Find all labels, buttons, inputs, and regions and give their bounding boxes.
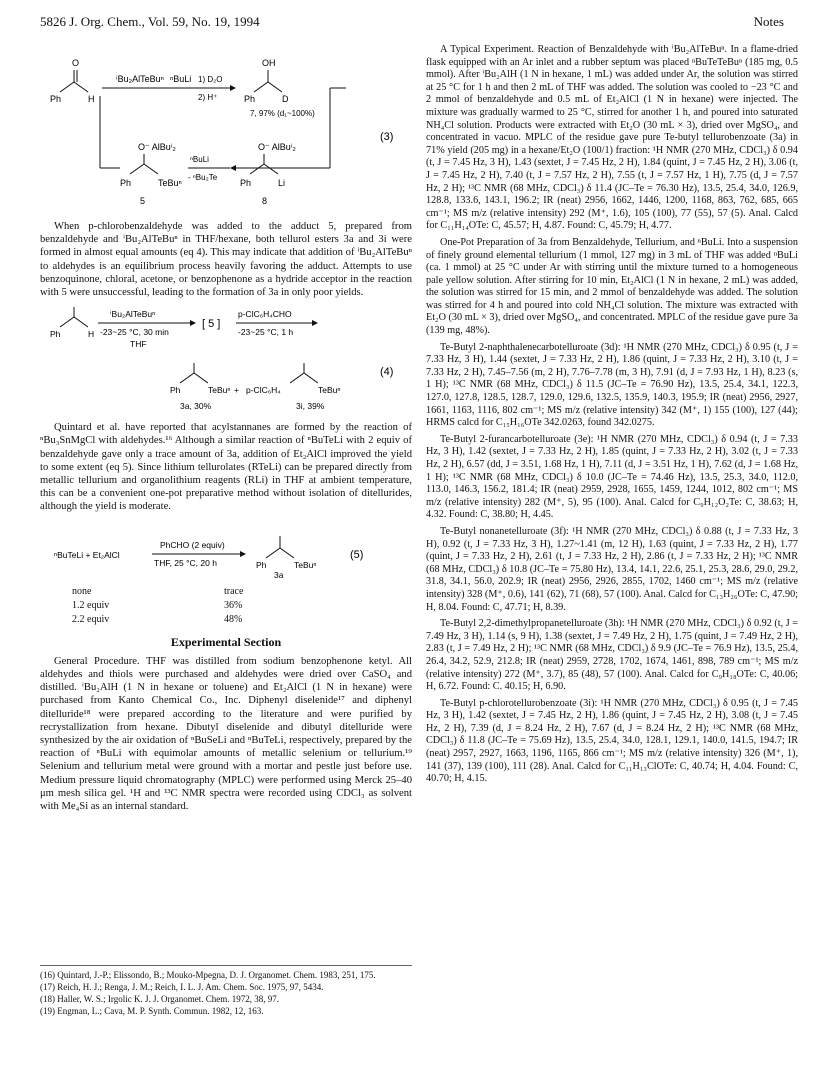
svg-text:Li: Li <box>278 178 286 188</box>
svg-text:Ph: Ph <box>244 94 256 104</box>
table-row <box>72 586 243 598</box>
table-row <box>72 614 243 626</box>
s3-reagent-2: ⁿBuLi <box>170 74 192 84</box>
svg-text:+: + <box>234 385 239 396</box>
s4-cond-1: -23~25 °C, 30 min <box>100 327 169 338</box>
svg-text:O⁻ AlBuⁱ₂: O⁻ AlBuⁱ₂ <box>258 142 296 152</box>
s3-eqnum: (3) <box>380 131 394 143</box>
svg-text:TeBuⁿ: TeBuⁿ <box>208 385 231 396</box>
scheme-5-drawing <box>40 518 412 580</box>
s3-reagent-1: ⁱBu₂AlTeBuⁿ <box>116 74 164 84</box>
paragraph: Te-Butyl nonanetelluroate (3f): ¹H NMR (270 MHz, CDCl₃) δ 0.88 (t, J = 7.33 Hz, 3 H), 0.92 (t, J = 7.33 Hz, 3 H), 1.27~1.41 (m, 12 H), 1.63 (quint, J = 7.33 Hz, 2 H), 1.77 (quint, J = 7.33 Hz, 2 H), 2.61 (t, J = 7.33 Hz, 2 H), 2.86 (t, J = 7.33 Hz, 2 H); ¹³C NMR (68 MHz, CDCl₃) δ 10.8 (JC–Te = 75.80 Hz), 13.4, 14.1, 22.6, 25.1, 25.3, 28.6, 29.0, 29.2, 31.8, 34.1, 56.0, 202.9; IR (neat) 2956, 2926, 2855, 1702, 1460 cm⁻¹; MS m/z (relative intensity) 328 (M⁺, 0.6), 141 (62), 71 (68), 57 (100). Anal. Calcd for C₁₃H₂₆OTe: C, 47.90; H, 8.04. Found: C, 47.71; H, 8.39. <box>426 525 798 613</box>
scheme-5 <box>40 518 412 580</box>
s3-ret-reagent-2: - ⁿBu₂Te <box>188 173 218 182</box>
s3-cmpd-5: 5 <box>140 196 146 206</box>
paragraph: Te-Butyl 2,2-dimethylpropanetelluroate (3h): ¹H NMR (270 MHz, CDCl₃) δ 0.92 (t, J = 7.49 Hz, 3 H), 1.14 (s, 9 H), 1.38 (sextet, J = 7.49 Hz, 2 H), 1.75 (quint, J = 7.49 Hz, 2 H), 2.83 (t, J = 7.49 Hz, 2 H); ¹³C NMR (68 MHz, CDCl₃) δ 9.9 (JC–Te = 76.9 Hz), 13.5, 25.4, 26.4, 34.2, 52.9, 212.8; IR (neat) 2959, 2728, 1702, 1674, 1461, 898, 789 cm⁻¹; MS m/z (relative intensity) 272 (M⁺, 3.7), 85 (48), 57 (100). Anal. Calcd for C₉H₁₈OTe: C, 40.06; H, 6.72. Found: C. 40.15; H, 6.90. <box>426 618 798 693</box>
running-head: 5826 J. Org. Chem., Vol. 59, No. 19, 1994 <box>40 14 260 29</box>
reference: (19) Engman, L.; Cava, M. P. Synth. Commun. 1982, 12, 163. <box>40 1006 264 1016</box>
footnotes <box>40 965 412 1018</box>
paragraph: Te-Butyl 2-naphthalenecarbotelluroate (3d): ¹H NMR (270 MHz, CDCl₃) δ 0.95 (t, J = 7.33 Hz, 3 H), 1.44 (sextet, J = 7.33 Hz, 2 H), 1.86 (quint, J = 7.33 Hz, 2 H), 3.10 (t, J = 7.33 Hz, 2 H), 7.45–7.56 (m, 2 H), 7.76–7.78 (m, 3 H), 7.91 (d, J = 7.93 Hz, 1 H), 8.23 (s, 1 H); ¹³C NMR (68 MHz, CDCl₃) δ 11.5 (JC–Te = 76.90 Hz), 13.5, 25.4, 34.1, 122.3, 127.0, 127.8, 128.5, 128.7, 129.0, 129.6, 132.5, 135.9, 140.3, 195.9; IR (neat) 2956, 2927, 1661, 1163, 1116, 802 cm⁻¹; MS m/z (relative intensity) 342 (M⁺, 1) 155 (100), 127 (44); HRMS calcd for C₁₅H₁₆OTe 342.0263, found 342.0275. <box>426 341 798 429</box>
paragraph: Te-Butyl 2-furancarbotelluroate (3e): ¹H NMR (270 MHz, CDCl₃) δ 0.94 (t, J = 7.33 Hz, 3 H), 1.42 (sextet, J = 7.33 Hz, 2 H), 1.85 (quint, J = 7.33 Hz, 2 H), 3.02 (t, J = 7.33 Hz, 2 H), 6.57 (dd, J = 3.51, 1.68 Hz, 1 H), 7.11 (d, J = 3.51 Hz, 1 H), 7.62 (d, J = 1.68 Hz, 1 H); ¹³C NMR (68 MHz, CDCl₃) δ 10.0 (JC–Te = 74.46 Hz), 13.5, 25.3, 34.0, 112.0, 113.0, 146.3, 156.2, 181.4; IR (neat) 2959, 2928, 1655, 1459, 1244, 1012, 802 cm⁻¹; MS m/z (relative intensity) 282 (M⁺, 5), 95 (100). Anal. Calcd for C₉H₁₂O₂Te: C, 38.63; H, 4.32. Found: C, 38.80; H, 4.45. <box>426 433 798 521</box>
cell: none <box>72 585 92 597</box>
svg-text:O⁻ AlBuⁱ₂: O⁻ AlBuⁱ₂ <box>138 142 176 152</box>
s3-ret-reagent-1: ⁿBuLi <box>190 155 209 164</box>
s4-reagent-2: p-ClC₆H₄CHO <box>238 309 292 320</box>
cell: trace <box>224 585 244 597</box>
s5-cond-bottom: THF, 25 °C, 20 h <box>154 557 217 568</box>
s4-eqnum: (4) <box>380 366 394 379</box>
s5-eqnum: (5) <box>350 548 364 561</box>
svg-text:H: H <box>88 329 95 340</box>
scheme-3 <box>40 44 412 214</box>
svg-text:2) H⁺: 2) H⁺ <box>198 93 218 102</box>
section-title: Experimental Section <box>170 634 282 649</box>
svg-text:D: D <box>282 94 289 104</box>
paragraph: One-Pot Preparation of 3a from Benzaldehyde, Tellurium, and ⁿBuLi. Into a suspension of finely ground elemental tellurium (1 mmol, 127 mg) in 3 mL of THF was added ⁿBuLi (ca. 1 mmol) at 25 °C under Ar with stirring until the mixture turned to a homogeneous pale yellow solution. After stirring for 10 min, Et₂AlCl (1 N in hexane, 2 mL) was added, the solution was stirred for 15 min, and 2 mmol of benzaldehyde was added. The solution was stirred for 4 h and poured into cold NH₄Cl solution. The mixture was extracted with Et₂O (30 mL × 3), dried over MgSO₄, and concentrated. MPLC of the residue gave pure 3a (139 mg, 48%). <box>426 236 798 337</box>
svg-text:TeBuⁿ: TeBuⁿ <box>158 178 182 188</box>
s5-lhs: ⁿBuTeLi + Et₂AlCl <box>54 549 120 560</box>
svg-text:O: O <box>72 58 80 68</box>
left-column <box>40 44 412 817</box>
s5-cond-top: PhCHO (2 equiv) <box>160 539 225 550</box>
paragraph: Te-Butyl p-chlorotellurobenzoate (3i): ¹H NMR (270 MHz, CDCl₃) δ 0.95 (t, J = 7.45 Hz, 3 H), 1.42 (sextet, J = 7.45 Hz, 2 H), 1.86 (quint, J = 7.45 Hz, 2 H), 3.08 (t, J = 7.45 Hz, 2 H), 7.39 (d, J = 8.24 Hz, 2 H), 7.67 (d, J = 8.24 Hz, 2 H); ¹³C NMR (68 MHz, CDCl₃) δ 11.8 (JC–Te = 75.69 Hz), 13.5, 25.4, 34.0, 128.1, 129.1, 140.0, 141.5, 194.7; IR (neat) 2957, 2927, 1663, 1196, 1165, 866 cm⁻¹; MS m/z (relative intensity) 326 (M⁺, 1), 141 (37), 139 (100), 111 (28). Anal. Calcd for C₁₁H₁₃ClOTe: C, 40.74; H, 4.04. Found: C, 40.70; H, 4.15. <box>426 697 798 785</box>
page-header <box>40 14 784 32</box>
s4-product-2: 3i, 39% <box>296 401 325 412</box>
scheme-3-drawing <box>40 44 412 214</box>
reference: (16) Quintard, J.-P.; Elissondo, B.; Mouko-Mpegna, D. J. Organomet. Chem. 1983, 251, 175. <box>40 970 376 980</box>
svg-text:OH: OH <box>262 58 276 68</box>
s4-product-1: 3a, 30% <box>180 401 212 412</box>
paragraph: Quintard et al. have reported that acylstannanes are formed by the reaction of ⁿBu₃SnMgCl with aldehydes.¹⁶ Although a similar reaction of ⁿBuTeLi with 2 equiv of benzaldehyde gave only a trace amount of 3a, addition of Et₂AlCl improved the yield to some extent (eq 5). Since lithium tellurolates (RTeLi) can be prepared directly from metallic tellurium and organolithium reagents (RLi) in THF at ambient temperature, this can be a convenient one-pot preparative method without isolation of ditellurides, although the yield is moderate. <box>40 422 412 513</box>
svg-text:Ph: Ph <box>256 559 267 570</box>
s4-cond-2: -23~25 °C, 1 h <box>238 327 294 338</box>
s4-reagent-1: ⁱBu₂AlTeBuⁿ <box>110 309 156 320</box>
reference: (18) Haller, W. S.; Irgolic K. J. J. Organomet. Chem. 1972, 38, 97. <box>40 994 280 1004</box>
svg-text:1) D₂O: 1) D₂O <box>198 75 223 84</box>
table-row <box>72 600 243 612</box>
paragraph: General Procedure. THF was distilled from sodium benzophenone ketyl. All aldehydes and thiols were purchased and aldehydes were dried over CaSO₄ and distilled. ⁱBu₂AlH (1 N in hexane or toluene) and Et₂AlCl (1 N in hexane) were purchased from Kanto Chemical Co., Inc. Diphenyl diselenide¹⁷ and diphenyl ditelluride¹⁸ were prepared according to the literature and were purified by recrystallization from hexane. Dibutyl diselenide and dibutyl ditelluride were synthesized by the air oxidation of ⁿBuSeLi and ⁿBuTeLi, respectively, prepared by the reaction of ⁿBuLi with equimolar amounts of metallic selenium or tellurium.¹⁹ Selenium and tellurium metal were ground with a mortar and pestle just before use. Medium pressure liquid chromatography (MPLC) were performed using Merck 25–40 μm mesh silica gel. ¹H and ¹³C NMR spectra were recorded using CDCl₃ as solvent with Me₄Si as an internal standard. <box>40 655 412 813</box>
section-label: Notes <box>753 14 784 29</box>
svg-text:Ph: Ph <box>50 94 62 104</box>
cell: 36% <box>224 599 243 611</box>
s4-solvent: THF <box>130 339 147 350</box>
scheme-4-drawing <box>40 303 412 415</box>
scheme-5-table <box>70 584 245 628</box>
s5-product: 3a <box>274 569 284 580</box>
right-column <box>426 44 798 790</box>
scheme-4 <box>40 303 412 415</box>
cell: 2.2 equiv <box>72 613 110 625</box>
s3-yield: 7, 97% (d₁~100%) <box>250 109 315 118</box>
paragraph: A Typical Experiment. Reaction of Benzaldehyde with ⁱBu₂AlTeBuⁿ. In a flame-dried flask equipped with an Ar inlet and a rubber septum was placed ⁿBuTeTeBuⁿ (185 mg, 0.5 mmol). After ⁱBu₂AlH (1 N in hexane, 1 mL) was added under Ar, the solution was stirred at 25 °C for 1 h and then 2 mL of THF was added. The solution was cooled to −23 °C and 2 mmol of benzaldehyde and 0.5 mL of Et₂AlCl (1 N in hexane) were injected. The mixture was gradually warmed to 25 °C, stirred for another 1 h, and poured into saturated NH₄Cl solution. Products were extracted with Et₂O (30 mL × 3), dried over MgSO₄, and concentrated in vacuo. MPLC of the residue gave pure Te-butyl tellurobenzoate (3a) in 71% yield (205 mg) in a hexane/Et₂O (100/1) fraction: ¹H NMR (270 MHz, CDCl₃) δ 0.94 (t, J = 7.45 Hz, 3 H), 1.43 (sextet, J = 7.45 Hz, 2 H), 1.84 (quint, J = 7.45 Hz, 2 H), 3.06 (t, J = 7.45 Hz, 2 H), 7.40 (t, J = 7.57 Hz, 2 H), 7.55 (t, J = 7.57 Hz, 1 H), 7.75 (d, J = 7.57 Hz, 2 H); ¹³C NMR (68 MHz, CDCl₃) δ 11.4 (JC–Te = 76.30 Hz), 13.5, 25.4, 34.0, 126.9, 128.8, 133.6, 143.1, 196.2; IR (neat) 2956, 1662, 1446, 1200, 1168, 863, 762, 685, 665 cm⁻¹; MS m/z (relative intensity) 292 (M⁺, 1.6), 105 (100), 77 (55), 57 (5). Anal. Calcd for C₁₁H₁₄OTe: C, 45.57; H, 4.87. Found: C, 45.79; H, 4.77. <box>426 44 798 232</box>
svg-text:Ph: Ph <box>240 178 252 188</box>
svg-text:Ph: Ph <box>120 178 132 188</box>
cell: 1.2 equiv <box>72 599 110 611</box>
reference: (17) Reich, H. J.; Renga, J. M.; Reich, I. L. J. Am. Chem. Soc. 1975, 97, 5434. <box>40 982 324 992</box>
svg-text:TeBuⁿ: TeBuⁿ <box>318 385 341 396</box>
svg-text:Ph: Ph <box>170 385 181 396</box>
svg-text:p-ClC₆H₄: p-ClC₆H₄ <box>246 385 281 396</box>
svg-text:TeBuⁿ: TeBuⁿ <box>294 559 317 570</box>
svg-text:Ph: Ph <box>50 329 61 340</box>
svg-text:H: H <box>88 94 95 104</box>
s3-cmpd-8: 8 <box>262 196 268 206</box>
cell: 48% <box>224 613 243 625</box>
paragraph: When p-chlorobenzaldehyde was added to the adduct 5, prepared from benzaldehyde and ⁱBu₂AlTeBuⁿ in THF/hexane, both tellurol esters 3a and 3i were formed in almost equal amounts (eq 4). This may indicate that addition of ⁱBu₂AlTeBuⁿ to aldehydes is an equilibrium process heavily favoring the adduct. Attempts to use benzoquinone, chloral, acetone, or benzophenone as a hydride acceptor in the reaction with 5 were unsuccessful, leading to the formation of 3a in only poor yields. <box>40 221 412 299</box>
svg-text:[ 5 ]: [ 5 ] <box>202 318 221 331</box>
